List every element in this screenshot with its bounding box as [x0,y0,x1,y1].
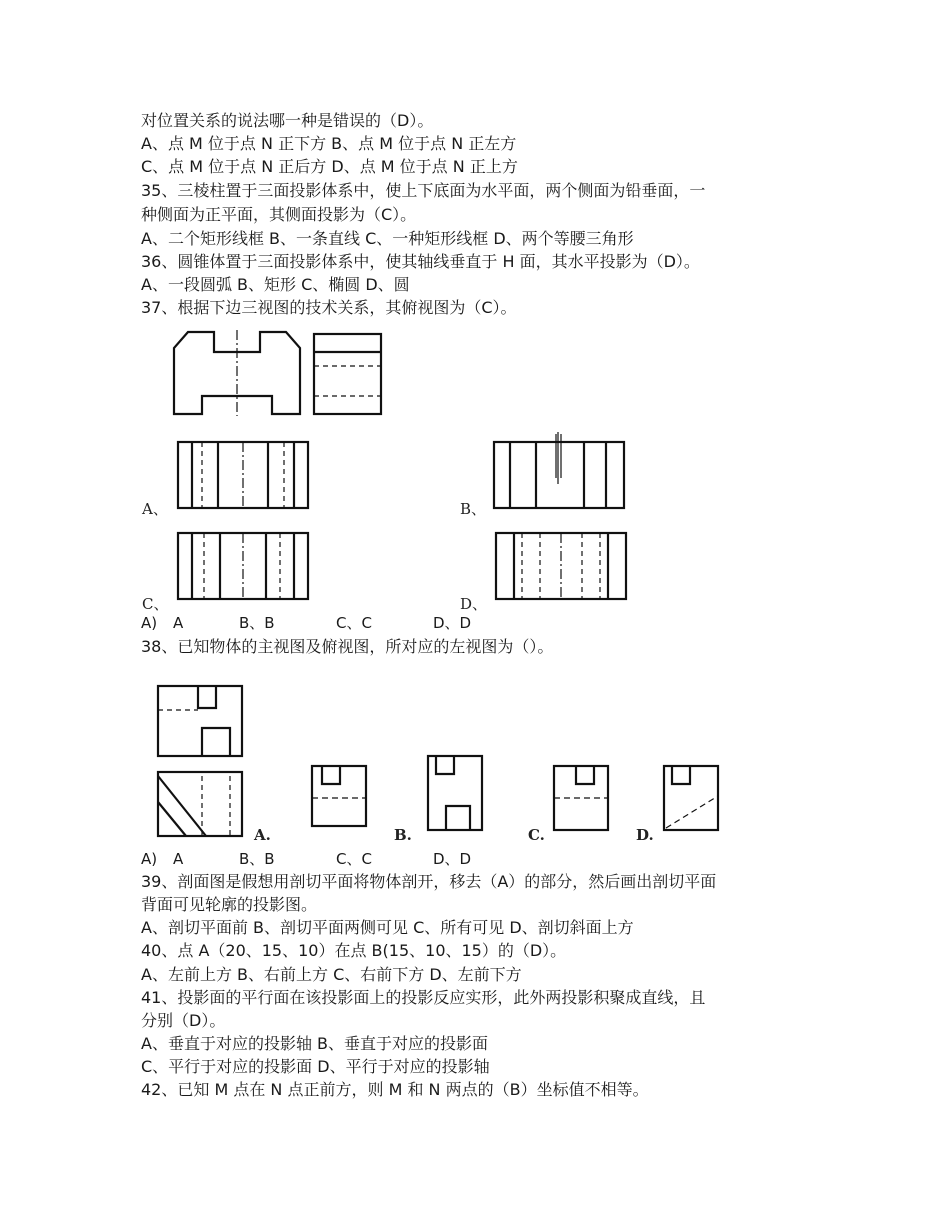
q37-given-views [172,330,384,416]
option-label-d: D、 [460,595,488,613]
option-label-b: B、 [460,500,487,518]
answer-option-c: C、C [336,850,372,868]
q38-option-label-d: D. [636,826,654,844]
text-line: A、点 M 位于点 N 正下方 B、点 M 位于点 N 正左方 [141,134,517,153]
text-line: 种侧面为正平面，其侧面投影为（C）。 [141,205,417,224]
question-39: 39、剖面图是假想用剖切平面将物体剖开，移去（A）的部分，然后画出剖切平面 [141,872,717,891]
text-line: A、一段圆弧 B、矩形 C、椭圆 D、圆 [141,275,410,294]
question-41: 41、投影面的平行面在该投影面上的投影反应实形，此外两投影积聚成直线，且 [141,988,706,1007]
text-line: 背面可见轮廓的投影图。 [141,895,318,914]
text-line: A、二个矩形线框 B、一条直线 C、一种矩形线框 D、两个等腰三角形 [141,229,634,248]
question-37: 37、根据下边三视图的技术关系，其俯视图为（C）。 [141,298,517,317]
text-line: A、剖切平面前 B、剖切平面两侧可见 C、所有可见 D、剖切斜面上方 [141,918,634,937]
answer-option-a: A [173,850,184,868]
answer-marker: A) [141,614,158,632]
question-38: 38、已知物体的主视图及俯视图，所对应的左视图为（）。 [141,637,554,656]
question-42: 42、已知 M 点在 N 点正前方，则 M 和 N 两点的（B）坐标值不相等。 [141,1080,649,1099]
answer-option-b: B、B [239,614,275,632]
q38-option-label-c: C. [528,826,545,844]
answer-option-a: A [173,614,184,632]
q37-option-d [458,531,630,613]
option-label-c: C、 [142,595,169,613]
answer-marker: A) [141,850,158,868]
question-40: 40、点 A（20、15、10）在点 B(15、10、15）的（D）。 [141,941,567,960]
text-line: 分别（D）。 [141,1011,226,1030]
answer-option-c: C、C [336,614,372,632]
text-line: 对位置关系的说法哪一种是错误的（D）。 [141,111,434,130]
q38-option-label-b: B. [394,826,412,844]
q37-option-b [458,432,630,518]
text-line: A、左前上方 B、右前上方 C、右前下方 D、左前下方 [141,965,522,984]
question-35: 35、三棱柱置于三面投影体系中，使上下底面为水平面，两个侧面为铅垂面，一 [141,181,706,200]
q37-option-c [140,531,312,613]
question-36: 36、圆锥体置于三面投影体系中，使其轴线垂直于 H 面，其水平投影为（D）。 [141,252,700,271]
answer-option-d: D、D [433,614,472,632]
text-line: C、点 M 位于点 N 正后方 D、点 M 位于点 N 正上方 [141,157,518,176]
text-line: C、平行于对应的投影面 D、平行于对应的投影轴 [141,1057,490,1076]
option-label-a: A、 [142,500,168,518]
answer-option-b: B、B [239,850,275,868]
q37-option-a [140,440,312,518]
q38-option-label-a: A. [254,826,271,844]
text-line: A、垂直于对应的投影轴 B、垂直于对应的投影面 [141,1034,489,1053]
answer-option-d: D、D [433,850,472,868]
q38-figure [150,680,730,850]
